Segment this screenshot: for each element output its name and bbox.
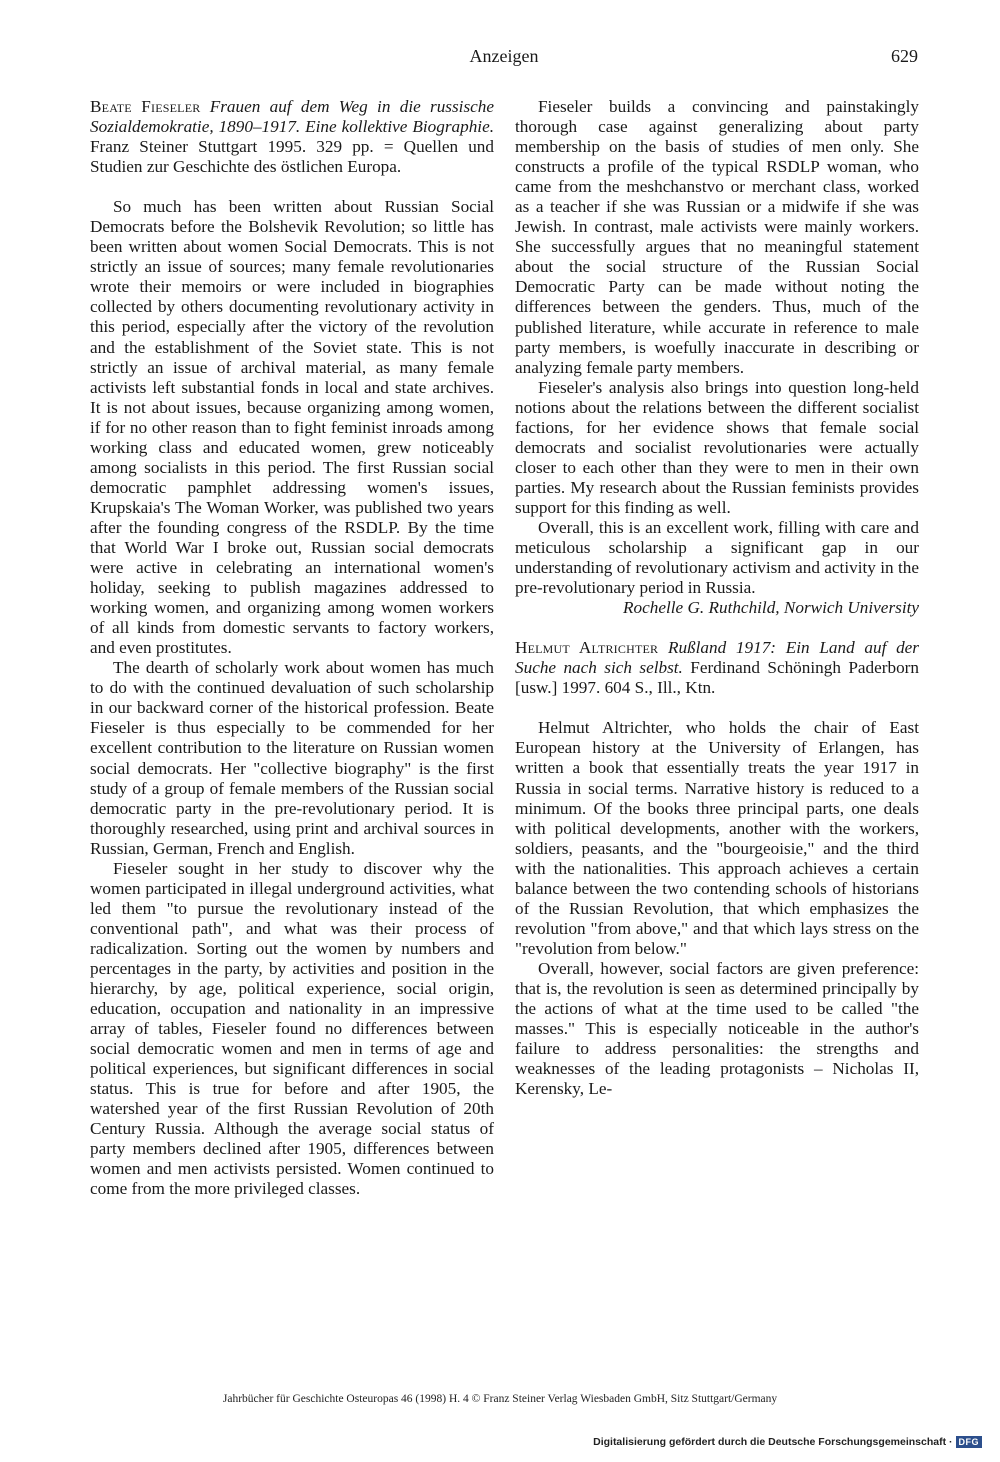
review1-paragraph-5: Fieseler's analysis also brings into question long-held notions about the relations between the different socialist factions, for her evidence shows that female social democrats and socialist revolutionaries were actually closer to each other than they were to men in their own parties. My research about the Russian feminists provides support for this finding as well. xyxy=(515,377,919,517)
digitization-text: Digitalisierung gefördert durch die Deutsche Forschungsgemeinschaft · xyxy=(593,1436,953,1448)
running-title: Anzeigen xyxy=(469,46,539,66)
review1-signature: Rochelle G. Ruthchild, Norwich University xyxy=(623,598,919,618)
page-number: 629 xyxy=(891,46,918,66)
review1-paragraph-2: The dearth of scholarly work about women has much to do with the continued devaluation of such scholarship in our backward corner of the historical profession. Beate Fieseler is thus especially to be commended for her excellent contribution to the literature on Russian women social democrats. Her "collective biography" is the first study of a group of female members of the Russian social democratic party in the pre-revolutionary period. It is thoroughly researched, using print and archival sources in Russian, German, French and English. xyxy=(90,658,494,858)
review2-paragraph-2: Overall, however, social factors are given preference: that is, the revolution is seen as determined principally by the actions of what at the time used to be called "the masses." This is especially noticeable in the author's failure to address personalities: the strengths and weaknesses of the leading protagonists – Nicholas II, Kerensky, Le- xyxy=(515,958,919,1099)
journal-citation-footer: Jahrbücher für Geschichte Osteuropas 46 (1998) H. 4 © Franz Steiner Verlag Wiesbaden GmbH, Sitz Stuttgart/Germany xyxy=(222,1393,778,1405)
right-column-content xyxy=(515,97,919,1099)
review1-book-title: Frauen auf dem Weg in die russische Sozialdemokratie, 1890–1917. Eine kollektive Biographie. xyxy=(90,97,494,137)
review1-paragraph-6: Overall, this is an excellent work, filling with care and meticulous scholarship a significant gap in our understanding of revolutionary activism and activity in the pre-revolutionary period in Russia. xyxy=(515,517,919,598)
review2-publication: Ferdinand Schöningh Paderborn [usw.] 1997. 604 S., Ill., Ktn. xyxy=(515,658,919,698)
left-column xyxy=(90,97,494,1200)
review1-author: Beate Fieseler xyxy=(90,97,201,116)
review1-publication: Franz Steiner Stuttgart 1995. 329 pp. = Quellen und Studien zur Geschichte des östlichen Europa. xyxy=(90,137,494,177)
dfg-logo: DFG xyxy=(956,1436,983,1448)
review2-book-title: Rußland 1917: Ein Land auf der Suche nach sich selbst. xyxy=(515,638,919,678)
review1-paragraph-1: So much has been written about Russian Social Democrats before the Bolshevik Revolution; so little has been written about women Social Democrats. This is not strictly an issue of sources; many female revolutionaries wrote their memoirs or were included in biographies collected by others documenting revolutionary activity in this period, especially after the victory of the revolution and the establishment of the Soviet state. This is not strictly an issue of archival material, as many female activists left substantial fonds in local and state archives. It is not about issues, because organizing among women, if for no other reason than to fight feminist inroads among working class and educated women, grew noticeably among socialists in this period. The first Russian social democratic pamphlet addressing women's issues, Krupskaia's The Woman Worker, was published two years after the founding congress of the RSDLP. By the time that World War I broke out, Russian social democrats were active in celebrating an international women's holiday, seeking to publish magazines addressed to working women, and organizing among women workers of all kinds from domestic servants to factory workers, and even prostitutes. xyxy=(90,197,494,658)
review1-paragraph-3: Fieseler sought in her study to discover why the women participated in illegal underground activities, what led them "to pursue the revolutionary instead of the conventional path", and what was their process of radicalization. Sorting out the women by numbers and percentages in the party, by activities and position in the hierarchy, by age, political experience, social origin, education, occupation and nationality in an impressive array of tables, Fieseler found no differences between social democratic women and men in terms of age and political experiences, but significant differences in social status. This is true for before and after 1905, the watershed year of the first Russian Revolution of 20th Century Russia. Although the average social status of party members declined after 1905, differences between women and men activists persisted. Women continued to come from the more privileged classes. xyxy=(90,858,494,1199)
review2-author: Helmut Altrichter xyxy=(515,638,659,658)
review1-citation xyxy=(90,97,494,177)
page-header xyxy=(90,46,918,74)
review1-paragraph-4: Fieseler builds a convincing and painstakingly thorough case against generalizing about party membership on the basis of studies of men only. She constructs a profile of the typical RSDLP woman, who came from the meshchanstvo or merchant class, worked as a teacher if she was Russian or a midwife if she was Jewish. In contrast, male activists were mainly workers. She successfully argues that no meaningful statement about the social structure of the Russian Social Democratic Party can be made without noting the differences between the genders. Thus, much of the published literature, while accurate in reference to male party members, is woefully inaccurate in describing or analyzing female party members. xyxy=(515,97,919,377)
digitization-note xyxy=(593,1436,982,1448)
review2-paragraph-1: Helmut Altrichter, who holds the chair of East European history at the University of Erlangen, has written a book that essentially treats the year 1917 in Russia in social terms. Narrative history is reduced to a minimum. Of the books three principal parts, one deals with political developments, another with the workers, soldiers, peasants, and the "bourgeoisie," and the third with the nationalities. This approach achieves a certain balance between the two contending schools of historians of the Russian Revolution, that which emphasizes the revolution "from above," and that which lays stress on the "revolution from below." xyxy=(515,718,919,958)
review2-citation xyxy=(515,638,919,698)
